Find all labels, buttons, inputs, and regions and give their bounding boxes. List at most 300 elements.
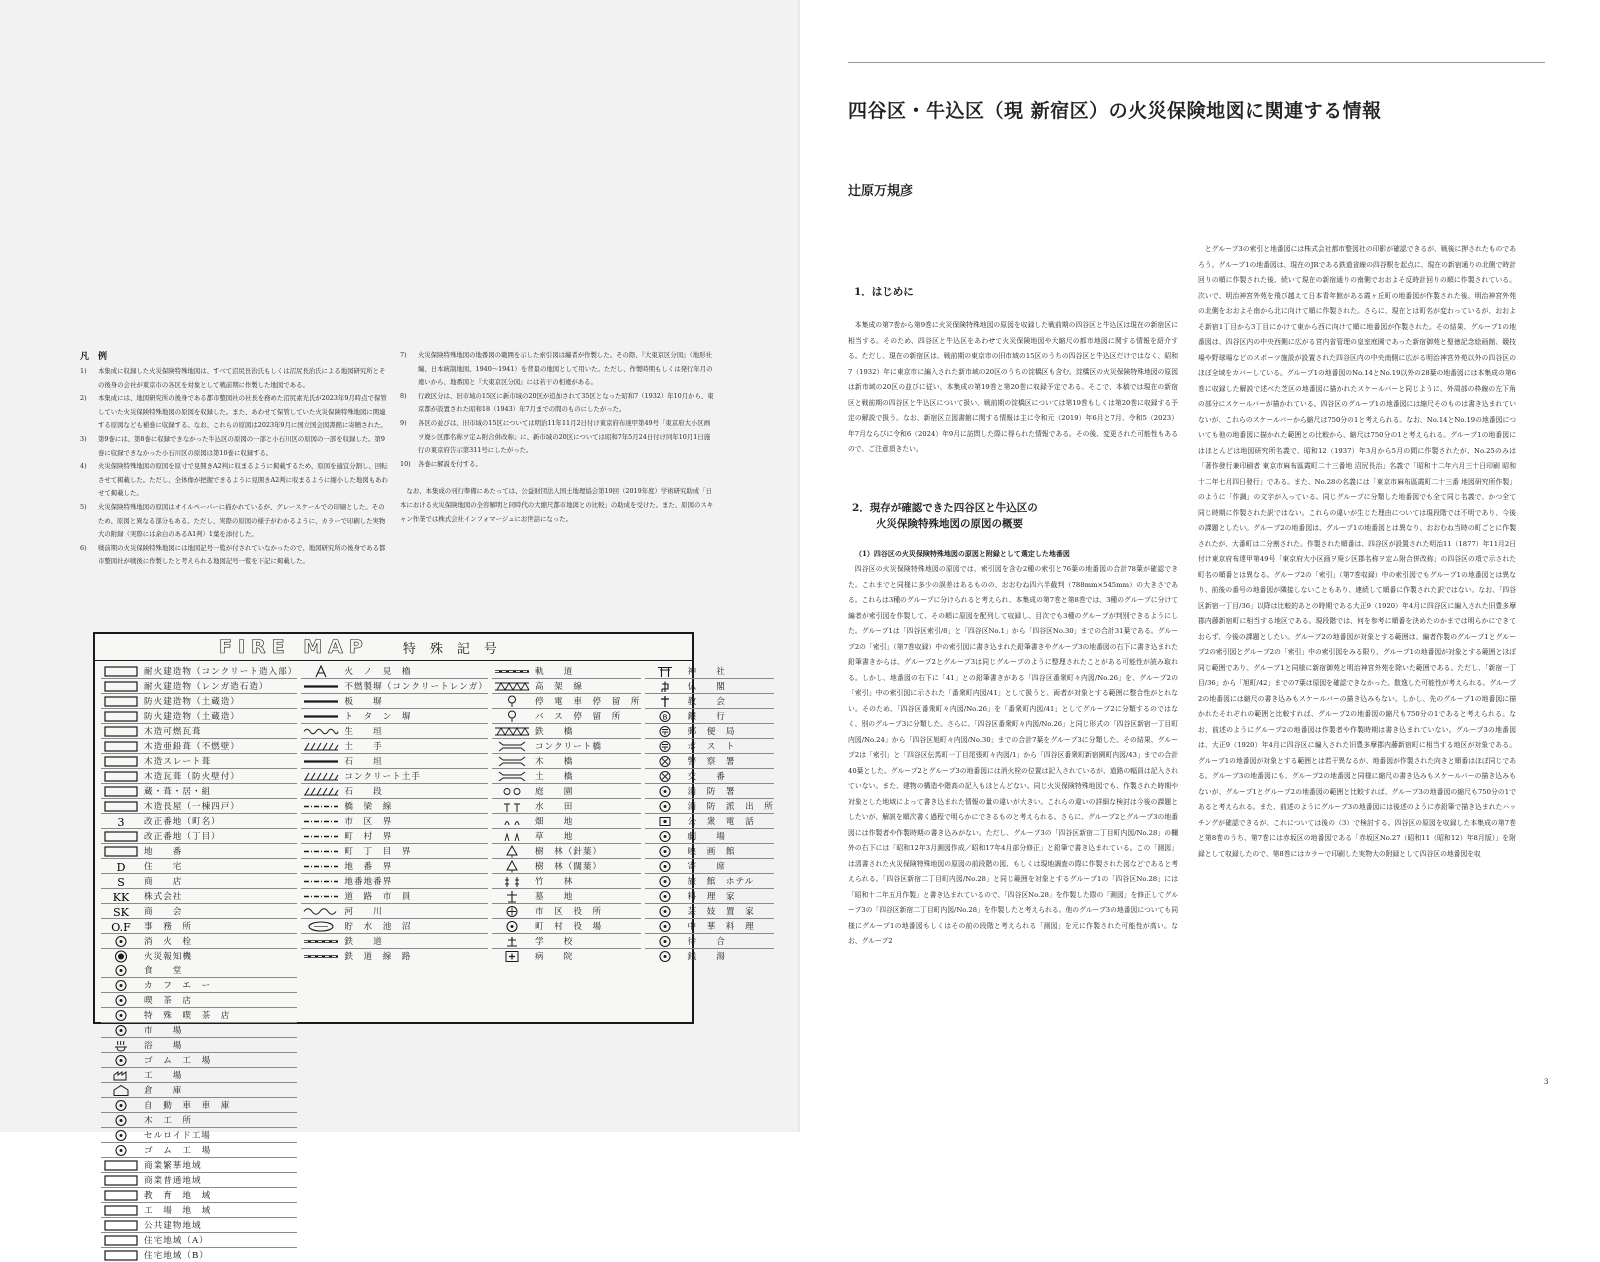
fire-map-symbol-label: 教 会 bbox=[687, 697, 726, 707]
circle-dot-icon bbox=[101, 1023, 141, 1037]
fire-map-symbol-label: コンクリート橋 bbox=[534, 742, 602, 752]
fire-map-symbol-label: 住 宅 bbox=[144, 862, 183, 872]
fire-map-symbol-row bbox=[101, 769, 297, 784]
box-icon bbox=[101, 739, 141, 753]
fire-map-symbol-row bbox=[645, 904, 774, 919]
box-icon bbox=[101, 829, 141, 843]
fire-map-symbol-row bbox=[101, 784, 297, 799]
left-page bbox=[0, 0, 800, 1261]
box-icon bbox=[101, 1173, 141, 1187]
fire-map-symbol-row bbox=[645, 919, 774, 934]
fire-map-symbol-row bbox=[101, 949, 297, 963]
fire-map-symbol-row bbox=[101, 829, 297, 844]
fire-map-symbol-row bbox=[301, 709, 488, 724]
fire-map-column bbox=[101, 963, 297, 1262]
note-number: 8) bbox=[400, 391, 407, 400]
fire-map-column bbox=[301, 664, 488, 963]
fire-map-symbol-label: 喫 茶 店 bbox=[144, 996, 192, 1006]
note-text: 本集成に収録した火災保険特殊地図は、すべて沼尻長治氏もしくは沼尻長治氏による地図研究所とその後身の会社が東京市の各区を対象として戦前期に作製した地図である。 bbox=[98, 367, 386, 389]
fire-map-symbol-label: 公共建物地域 bbox=[144, 1221, 202, 1231]
fire-map-symbol-label: 貯 水 池 沼 bbox=[344, 922, 412, 932]
fire-map-symbol-row bbox=[645, 949, 774, 963]
tree-icon bbox=[492, 844, 532, 858]
fire-map-symbol-row bbox=[101, 664, 297, 679]
cross-icon bbox=[645, 694, 685, 708]
fire-map-symbol-row bbox=[645, 754, 774, 769]
note-number: 1) bbox=[80, 367, 87, 375]
fire-map-symbol-label: 商業普通地域 bbox=[144, 1176, 202, 1186]
dash-line-icon bbox=[301, 889, 341, 903]
circle-dot-icon bbox=[645, 844, 685, 858]
fire-map-symbol-row bbox=[301, 949, 488, 963]
fire-map-symbol-row bbox=[645, 799, 774, 814]
fire-map-symbol-label: 鉄 橋 bbox=[534, 727, 574, 737]
fire-map-symbol-row bbox=[492, 844, 641, 859]
fire-map-symbol-label: 学 校 bbox=[534, 937, 574, 947]
fire-map-symbol-label: 教 育 地 域 bbox=[144, 1191, 212, 1201]
fire-map-symbol-label: 軌 道 bbox=[534, 667, 574, 677]
fire-map-symbol-label: 地番地番界 bbox=[344, 877, 393, 887]
fire-map-symbol-label: 板 塀 bbox=[344, 697, 383, 707]
fire-map-symbol-row bbox=[492, 889, 641, 904]
note-item bbox=[400, 349, 716, 390]
fire-map-symbol-label: 改正番地（町名） bbox=[144, 817, 221, 827]
fire-map-header bbox=[95, 634, 692, 661]
fire-map-symbol-label: 火 ノ 見 櫓 bbox=[344, 667, 412, 677]
note-text: 第9巻には、第8巻に収録できなかった牛込区の原図の一部と小石川区の原図の一部を収録した。第9巻に収録できなかった小石川区の原図は第10巻に収録する。 bbox=[98, 434, 385, 457]
fire-map-symbol-row bbox=[101, 1008, 297, 1023]
circle-dot-icon bbox=[101, 1143, 141, 1157]
fire-map-symbol-label: 町 村 界 bbox=[344, 832, 393, 842]
fire-map-symbol-row bbox=[301, 664, 488, 679]
fire-map-symbol-label: 地 番 界 bbox=[344, 862, 393, 872]
fire-map-symbol-label: 木 橋 bbox=[534, 757, 574, 767]
box-icon bbox=[101, 679, 141, 693]
fire-map-symbol-row bbox=[301, 739, 488, 754]
circle-dot-icon bbox=[645, 919, 685, 933]
fire-map-symbol-label: 公 衆 電 話 bbox=[687, 817, 755, 827]
letter-s-icon bbox=[101, 874, 141, 888]
fire-map-symbol-label: 火災報知機 bbox=[144, 952, 192, 962]
fire-map-symbol-label: 倉 庫 bbox=[144, 1086, 183, 1096]
fire-map-symbol-row bbox=[101, 993, 297, 1008]
bridge-icon bbox=[492, 754, 532, 768]
fire-map-symbol-row bbox=[645, 859, 774, 874]
fire-map-symbol-label: 株式会社 bbox=[144, 892, 183, 902]
box-icon bbox=[101, 754, 141, 768]
fire-map-symbol-label: 鉄 道 bbox=[344, 937, 383, 947]
post-icon bbox=[645, 724, 685, 738]
rail-line-icon bbox=[492, 664, 532, 678]
pond-icon bbox=[301, 919, 341, 933]
fire-map-symbol-label: カ フ エ ー bbox=[144, 981, 212, 991]
fire-map-symbol-row bbox=[301, 919, 488, 934]
police-icon bbox=[645, 769, 685, 783]
note-text: 各区の並びは、旧市域の15区については明治11年11月2日付け東京府布達甲第49号「東京府大小区画ヲ廃シ区郡名称ヲ定ム附合併改称」に、新市域の20区については昭和7年5月24日付け同年10月1日施行の東京府告示第311号にしたがった。 bbox=[418, 418, 711, 455]
fire-map-symbol-label: 草 地 bbox=[534, 832, 574, 842]
paddy-icon bbox=[492, 799, 532, 813]
fire-map-symbol-label: 墓 地 bbox=[534, 892, 574, 902]
fire-map-title: FIRE MAP bbox=[219, 636, 369, 658]
fire-map-symbol-row bbox=[492, 679, 641, 694]
note-item bbox=[80, 501, 388, 542]
factory-icon bbox=[101, 1068, 141, 1082]
fire-map-symbol-row bbox=[101, 694, 297, 709]
fire-map-symbol-row bbox=[101, 859, 297, 874]
fire-map-symbol-label: 木造可燃瓦葺 bbox=[144, 727, 202, 737]
fire-map-symbol-label: 食 堂 bbox=[144, 966, 183, 976]
fire-map-symbol-row bbox=[101, 1203, 297, 1218]
tree-icon bbox=[492, 859, 532, 873]
circle-dot-icon bbox=[645, 949, 685, 963]
fire-map-symbol-label: 防火建造物（土蔵造） bbox=[144, 697, 240, 707]
fire-map-symbol-row bbox=[101, 1068, 297, 1083]
fire-map-symbol-label: 土 手 bbox=[344, 742, 383, 752]
warehouse-icon bbox=[101, 1083, 141, 1097]
fire-map-symbol-label: ポ ス ト bbox=[687, 742, 736, 752]
fire-map-symbol-row bbox=[492, 769, 641, 784]
fire-map-symbol-row bbox=[492, 904, 641, 919]
box-icon bbox=[101, 1188, 141, 1202]
note-number: 3) bbox=[80, 434, 87, 443]
fire-map-symbol-label: 耐火建造物（コンクリート造入部） bbox=[144, 667, 298, 677]
note-number: 4) bbox=[80, 462, 87, 471]
fire-map-column bbox=[492, 664, 641, 963]
fire-map-symbol-label: ゴ ム 工 場 bbox=[144, 1056, 212, 1066]
fire-map-symbol-label: 事 務 所 bbox=[144, 922, 192, 932]
fire-map-symbol-label: 蔵・葺・居・組 bbox=[144, 787, 212, 797]
fire-map-symbol-row bbox=[645, 694, 774, 709]
fire-map-symbol-row bbox=[101, 874, 297, 889]
fire-map-symbol-label: 竹 林 bbox=[534, 877, 574, 887]
fire-map-symbol-label: 住宅地域（A） bbox=[144, 1236, 209, 1246]
fire-map-symbol-row bbox=[101, 1218, 297, 1233]
fire-map-symbol-row bbox=[645, 784, 774, 799]
fire-map-symbol-label: 橋 梁 線 bbox=[344, 802, 393, 812]
box-icon bbox=[101, 709, 141, 723]
fire-map-symbol-row bbox=[301, 784, 488, 799]
note-number: 9) bbox=[400, 418, 407, 427]
notes-column-1 bbox=[80, 365, 388, 569]
fire-map-symbol-row bbox=[101, 963, 297, 978]
fire-map-symbol-label: 住宅地域（B） bbox=[144, 1251, 209, 1261]
fire-map-symbol-label: 高 架 線 bbox=[534, 682, 583, 692]
circle-dot-icon bbox=[101, 1098, 141, 1112]
fire-map-symbol-row bbox=[301, 829, 488, 844]
fire-map-symbol-label: 消 防 署 bbox=[687, 787, 736, 797]
circle-dot-icon bbox=[645, 799, 685, 813]
fire-map-symbol-row bbox=[101, 709, 297, 724]
fire-map-symbol-row bbox=[492, 664, 641, 679]
fire-map-symbol-row bbox=[492, 829, 641, 844]
fire-map-symbol-row bbox=[645, 934, 774, 949]
circle-dot-icon bbox=[101, 978, 141, 992]
note-item bbox=[400, 390, 716, 417]
wall-line-icon bbox=[301, 709, 341, 723]
note-number: 5) bbox=[80, 502, 87, 511]
circle-dot-icon bbox=[492, 919, 532, 933]
note-text: 行政区分は、旧市域の15区に新市域の20区が追加されて35区となった昭和7（1932）年10月から、東京都が設置された昭和18（1943）年7月までの間のものにしたがった。 bbox=[418, 391, 714, 414]
fire-map-symbol-row bbox=[492, 724, 641, 739]
wall-line-icon bbox=[301, 754, 341, 768]
fire-map-symbol-row bbox=[301, 844, 488, 859]
fire-map-symbol-row bbox=[492, 799, 641, 814]
circle-dot-icon bbox=[645, 859, 685, 873]
fire-map-symbol-row bbox=[645, 679, 774, 694]
fire-map-symbol-row bbox=[301, 904, 488, 919]
bath-icon bbox=[101, 1038, 141, 1052]
fire-map-symbol-row bbox=[645, 709, 774, 724]
fire-map-symbol-label: 水 田 bbox=[534, 802, 574, 812]
fire-map-symbol-label: 旅 館 ホテル bbox=[687, 877, 755, 887]
bank-icon bbox=[645, 709, 685, 723]
fire-map-symbol-label: 待 合 bbox=[687, 937, 726, 947]
fire-map-symbol-label: 停 電 車 停 留 所 bbox=[534, 697, 641, 707]
fire-map-symbol-label: 郵 便 局 bbox=[687, 727, 736, 737]
fire-map-symbol-row bbox=[301, 859, 488, 874]
school-icon bbox=[492, 934, 532, 948]
fire-map-symbol-label: 仏 閣 bbox=[687, 682, 726, 692]
circle-dot-icon bbox=[101, 963, 141, 977]
note-text: 火災保険特殊地図の原図を原寸で見開きA2判に収まるように掲載するため、原図を適宜分割し、回転させて掲載した。ただし、全体像が把握できるように見開きA2判に収まるように縮小した地図もあわせて掲載した。 bbox=[98, 462, 388, 498]
dash-line-icon bbox=[301, 844, 341, 858]
fire-map-symbol-row bbox=[645, 724, 774, 739]
fire-map-symbol-label: 不燃製塀（コンクリートレンガ） bbox=[344, 682, 488, 692]
fire-map-symbol-row bbox=[301, 769, 488, 784]
section-1-text: 本集成の第7巻から第9巻に火災保険特殊地図の原図を収録した戦前期の四谷区と牛込区は現在の新宿区に相当する。そのため、四谷区と牛込区をあわせて火災保険地図や大縮尺の都市地図に関する情報を紹介する。ただし、現在の新宿区は、戦前期の東京市の旧市域の15区のうちの四谷区と牛込区だけではなく、昭和7（1932）年に東京市に編入された新市域の20区のうちの淀橋区も含む。淀橋区の火災保険特殊地図の原図は新市域の20区の並びに従い、本集成の第19巻と第20巻に収録予定である。そこで、本稿では現在の新宿区と戦前期の四谷区と牛込区について扱い、戦前期の淀橋区については第19巻もしくは第20巻に収録する予定の解説で扱う。なお、新宿区立図書館に関する情報は主に令和元（2019）年6月と7月、令和5（2023）年7月ならびに令和6（2024）年9月に訪問した際に得られた情報である。その後、変更された可能性もあるので、ご注意頂きたい。 bbox=[848, 321, 1178, 453]
circle-dot-icon bbox=[101, 1008, 141, 1022]
fire-map-symbol-row bbox=[101, 724, 297, 739]
hospital-icon bbox=[492, 949, 532, 963]
dash-line-icon bbox=[301, 799, 341, 813]
fire-map-symbol-row bbox=[645, 829, 774, 844]
fire-map-symbol-row bbox=[101, 844, 297, 859]
fire-map-symbol-row bbox=[492, 739, 641, 754]
box-icon bbox=[101, 784, 141, 798]
fire-map-symbol-label: 防火建造物（土蔵造） bbox=[144, 712, 240, 722]
fire-map-symbol-row bbox=[492, 694, 641, 709]
stop-icon bbox=[492, 709, 532, 723]
section-2-heading-line-1: 2．現存が確認できた四谷区と牛込区の bbox=[852, 502, 1038, 514]
wave-line-icon bbox=[301, 904, 341, 918]
bridge-icon bbox=[492, 769, 532, 783]
note-text: 戦前期の火災保険特殊地図には地図記号一覧が付されていなかったので、地図研究所の後身である都市整図社が戦後に作製したと考えられる地図記号一覧を下記に掲載した。 bbox=[98, 543, 386, 566]
box-icon bbox=[101, 844, 141, 858]
fire-map-symbol-label: バ ス 停 留 所 bbox=[534, 712, 622, 722]
note-number: 10) bbox=[400, 459, 411, 468]
fire-map-symbol-label: 商 会 bbox=[144, 907, 183, 917]
letter-d-icon bbox=[101, 859, 141, 873]
note-text: 本集成には、地図研究所の後身である都市整図社の社長を務めた沼尻素光氏が2023年9月時点で保管していた火災保険特殊地図の原図を収録した。また、あわせて保管していた火災保険特殊地図に関連する原図なども補巻に収録する。なお、これらの原図は2023年9月に国立国会図書館に寄贈された。 bbox=[98, 394, 387, 430]
fire-map-symbol-row bbox=[492, 709, 641, 724]
fire-map-symbol-row bbox=[101, 1098, 297, 1113]
dash-line-icon bbox=[301, 829, 341, 843]
right-column-text: とグループ3の索引と地番図には株式会社都市整図社の印影が確認できるが、戦後に押されたものであろう。グループ1の地番図は、現在のJRである鉄道省線の四谷駅を起点に、現在の新宿通りの北側で時計回りの順に作製された後、続いて現在の新宿通りの南側でおおよそ反時計回りの順に作製されている。次いで、明治神宮外苑を飛び越えて日本青年館がある霞ヶ丘町の地番図が作製された後、明治神宮外苑の北側をおおよそ南から北に向けて順に作製された。さらに、現在とは町名が変わっているが、おおよそ新宿1丁目から3丁目にかけて東から西に向けて順に地番図が作製された。その結果、グループ1の地番図は、四谷区内の中央西側に広がる宮内省管理の皇室庭園であった新宿御苑と聖徳記念絵画館、競技場や野球場などのスポーツ施設が設置された四谷区内の中央南側に広がる明治神宮外苑以外の四谷区のほぼ全域をカバーしている。グループ1の地番図のNo.14とNo.19以外の28葉の地番図には本集成の第6巻に収録した解説で述べた芝区の地番図に描かれたスケールバーと同じように、外周部の枠線の左下角の部分にスケールバーが描かれている。四谷区のグループ1の地番図には縮尺そのものは書き込まれていないが、これらのスケールバーから縮尺は750分の1と考えられる。なお、No.14とNo.19の地番図についても他の地番図に描かれた範囲との比較から、縮尺は750分の1と考えられる。グループ1の地番図にはほとんどは地図研究所名義で、昭和12（1937）年3月から5月の間に作製されたが、No.25のみは「著作發行兼印刷者 東京市麻布區霞町二十三番地 沼尻長治」名義で「昭和十二年六月三十日印刷 昭和十二年七月四日發行」である。また、No.28の名義には「東京市麻布區霞町二十三番 地図研究所作製」のように「作調」の文字が入っている。同じグループに分類した地番図でも全て同じ名義で、かつ全て同じ時期に作製された訳ではない。これらの違いが生じた理由については現段階では不明であり、今後の課題としたい。グループ2の地番図は、グループ1の地番図とは異なり、おおむね当時の町ごとに作製されたが、大番町は二分割された。作製された順番は、四谷区が設置された明治11（1877）年11月2日付け東京府布達甲第49号「東京府大小区画ヲ廃シ区郡名称ヲ定ム附合併改称」の四谷区の項で示された町名の順番とは異なる。グループ2の「索引」（第7巻収録）中の索引図でもグループ1の地番図とは異なり、前後の番号の地番図が隣接しないこともあり、連続して順番に作製された訳ではない。なお、「四谷区新宿一丁目/36」以降は比較的あとの時期である大正9（1920）年4月に四谷区に編入された旧豊多摩郡内藤新宿町に相当する地区である。現段階では、何を参考に順番を決めたのかまでは明らかにできておらず、今後の課題としたい。グループ2の地番図が対象とする範囲は、編者作製のグループ1とグループ2の索引図とグループ2の「索引」中の索引図をみる限り、グループ1の地番図が対象とする範囲とほぼ同じ範囲であり、グループ1と同様に新宿御苑と明治神宮外苑を除いた範囲である。ただし、「新宿一丁目/36」から「旭町/42」までの7葉は原図を確認できなかった。散逸した可能性が考えられる。グループ2の地番図には縮尺の書き込みもスケールバーの描き込みもない。しかし、先のグループ1の地番図に描かれたそれぞれの範囲と比較すれば、グループ2の地番図の縮尺も750分の1であると考えられる。なお、前述のようにグループ2の地番図は作製者や作製時期は書き込まれていない。グループ3の地番図は、大正9（1920）年4月に四谷区に編入された旧豊多摩郡内藤新宿町に相当する地区が対象である。グループ1の地番図が対象とする範囲とは若干異なるが、地番図が作製された向きと順番はほぼ同じである。グループ3の地番図にも、グループ2の地番図と同様に縮尺の書き込みもスケールバーの描き込みもないが、グループ1とグループ2の地番図の範囲と比較すれば、グループ3の地番図の縮尺も750分の1であると考えられる。また、前述のようにグループ3の地番図には後述のように赤鉛筆で描き込まれたハッチングが確認できるが、これについては後の（3）で検討する。四谷区の原図を収録した本集成の第7巻と第8巻のうち、第7巻には赤坂区の地番図である「赤坂区No.27（昭和11（昭和12）年8月版）」を附録として収録したので、第8巻にはカラーで印刷した実物大の附録として四谷区の地番図を収 bbox=[1198, 245, 1516, 858]
fire-map-symbol-row bbox=[492, 784, 641, 799]
box-icon bbox=[101, 694, 141, 708]
fire-map-symbol-row bbox=[301, 889, 488, 904]
phone-icon bbox=[645, 814, 685, 828]
fire-map-symbol-row bbox=[101, 1083, 297, 1098]
fire-map-symbol-grid bbox=[101, 664, 774, 1261]
fire-map-symbol-label: 工 場 bbox=[144, 1071, 183, 1081]
grass-icon bbox=[492, 829, 532, 843]
truss-icon bbox=[492, 679, 532, 693]
box-icon bbox=[101, 1218, 141, 1232]
fire-map-subtitle: 特殊記号 bbox=[402, 641, 511, 657]
note-number: 6) bbox=[80, 543, 87, 552]
note-item bbox=[80, 433, 388, 460]
fire-map-symbol-row bbox=[301, 679, 488, 694]
fire-map-symbol-label: 寄 席 bbox=[687, 862, 726, 872]
box-icon bbox=[101, 769, 141, 783]
fire-map-symbol-row bbox=[492, 949, 641, 963]
circle-dot-icon bbox=[101, 1113, 141, 1127]
fire-map-column bbox=[645, 664, 774, 963]
fire-map-symbol-label: 自 動 車 車 庫 bbox=[144, 1101, 231, 1111]
fire-map-symbol-label: ゴ ム 工 場 bbox=[144, 1146, 212, 1156]
fire-map-symbol-row bbox=[301, 814, 488, 829]
circle-dot-icon bbox=[645, 889, 685, 903]
fire-map-symbol-label: 改正番地（丁目） bbox=[144, 832, 221, 842]
fire-map-symbol-label: 樹 林（闊葉） bbox=[534, 862, 603, 872]
section-2-text: 四谷区の火災保険特殊地図の原図では、索引図を含む2種の索引と76葉の地番図の合計78葉が確認できた。これまでと同様に多少の誤差はあるものの、おおむね四六半截判（788mm×545mm）の大きさである。これらは3種のグループに分けられると考えられ、本集成の第7巻と第8巻では、3種のグループに分けて編者が索引図を作製して、その順に原図を配列して収録し、目次でも3種のグループが判別できるようにした。グループ1は「四谷区索引/8」と「四谷区No.1」から「四谷区No.30」までの合計31葉である。グループ2の「索引」（第7巻収録）中の索引図に書き込まれた鉛筆書きやグループ3の地番図の右下に書き込まれた鉛筆書きからは、グループ2とグループ3は同じグループのように整理されたことがある可能性が読み取れる。しかし、地番図の右下に「41」との鉛筆書きがある「四谷区番衆町々内図/No.26」を、グループ2の「索引」中の索引図に示された「番衆町内図/41」として扱うと、両者が対象とする範囲に整合性がとれない。そのため、「四谷区番衆町々内図/No.26」を「番衆町内図/41」としてグループ2に分類するのではなく、別のグループ3に分類した。さらに、「四谷区番衆町々内図/No.26」と同じ形式の「四谷区新宿一丁目町内図/No.24」から「四谷区旭町々内図/No.30」までの合計7葉をグループ3に分類した。その結果、グループ2は「索引」と「四谷区伝馬町一丁目尾張町々内図/1」から「四谷区番衆町新宿園町内図/43」までの合計40葉とした。グループ2とグループ3の地番図には消火栓の位置は記入されているが、道路の幅員は記入されていない。また、建物の構造や階高の記入もほとんどない。同じ火災保険特殊地図でも、作製された時期や対象とした地域によって書き込まれた情報の量の違いが大きい。これらの違いの詳細な検討は今後の課題としたいが、解説を順次書く過程で明らかにできるものと考えられる。さらに、グループ2とグループ3の地番図には作製者や作製時期の書き込みがない。ただし、グループ3の「四谷区新宿二丁目町内図/No.28」の欄外の右下には「昭和12年3月測図作成／昭和17年4月部分修正」と鉛筆で書き込まれている。この「測図」は清書された火災保険特殊地図の原図の前段階の図、もしくは現地調査の際に作製された図などであると考えられる。「四谷区新宿二丁目町内図/No.28」と同じ範囲を対象とするグループ1の「四谷区No.28」には「昭和十二年五月作製」と書き込まれているので、「四谷区No.28」を作製した際の「測図」を修正してグループ3の「四谷区新宿二丁目町内図/No.28」を作製したと考えられる。他のグループ3の地番図についても同様にグループ1の地番図もしくはその前の段階と考えられる「測図」を元に作製された可能性が高い。なお、グループ2 bbox=[848, 565, 1178, 945]
fire-map-symbol-row bbox=[645, 874, 774, 889]
fire-map-symbol-label: 商 店 bbox=[144, 877, 183, 887]
notes-column-2 bbox=[400, 349, 716, 526]
box-icon bbox=[101, 1233, 141, 1247]
note-item bbox=[400, 417, 716, 458]
box-icon bbox=[101, 1248, 141, 1262]
circle-dot-icon bbox=[645, 829, 685, 843]
svg-text:D: D bbox=[116, 860, 126, 873]
section-2-heading-line-2: 火災保険特殊地図の原図の概要 bbox=[876, 518, 1023, 530]
acknowledgment-paragraph: なお、本集成の刊行準備にあたっては、公益財団法人国土地理協会第19回（2019年度）学術研究助成「日本における火災保険地図の全容解明と同時代の大縮尺都市地図との比較」の助成を受けた。また、原図のスキャン作業では株式会社インフォマージュにお世話になった。 bbox=[400, 487, 714, 523]
note-item bbox=[400, 458, 716, 472]
subsection-heading: （1）四谷区の火災保険特殊地図の原図と附録として選定した地番図 bbox=[855, 549, 1070, 558]
fire-map-symbol-label: 中 華 料 理 bbox=[687, 922, 755, 932]
fire-map-symbol-row bbox=[492, 934, 641, 949]
fire-map-symbol-row bbox=[101, 814, 297, 829]
fire-map-symbol-label: 病 院 bbox=[534, 952, 574, 962]
circle-dot-icon bbox=[645, 904, 685, 918]
fire-map-symbol-row bbox=[101, 1173, 297, 1188]
fire-map-symbol-label: 商業繁華地域 bbox=[144, 1161, 202, 1171]
fire-map-symbol-row bbox=[101, 934, 297, 949]
box-icon bbox=[101, 799, 141, 813]
numeral-3-icon bbox=[101, 814, 141, 828]
fire-map-symbol-label: 芸 妓 置 家 bbox=[687, 907, 755, 917]
fire-map-symbol-row bbox=[101, 1113, 297, 1128]
post-icon bbox=[645, 739, 685, 753]
svg-text:O.F: O.F bbox=[111, 920, 131, 933]
fire-map-symbol-label: 市 区 役 所 bbox=[534, 907, 603, 917]
fire-map-symbol-label: 市 区 界 bbox=[344, 817, 393, 827]
fire-map-symbol-label: 劇 場 bbox=[687, 832, 726, 842]
fire-map-symbol-label: 樹 林（針葉） bbox=[534, 847, 603, 857]
svg-text:SK: SK bbox=[113, 905, 129, 918]
page-number: 3 bbox=[1544, 1078, 1549, 1086]
circle-dot-icon bbox=[645, 874, 685, 888]
note-text: 火災保険特殊地図の地番図の範囲を示した索引図は編者が作製した。その際、『大東京区分図』（地形社編、日本統制地図、1940～1941）を背景の地図として用いた。ただし、作製時期もしくは発行年月の違いから、地番図と『大東京区分図』には若干の相違がある。 bbox=[418, 351, 713, 387]
fire-map-symbol-row bbox=[492, 919, 641, 934]
box-icon bbox=[101, 724, 141, 738]
circle-dot-icon bbox=[645, 784, 685, 798]
note-item bbox=[80, 392, 388, 433]
office-icon bbox=[492, 904, 532, 918]
fire-map-symbol-label: 工 場 地 域 bbox=[144, 1206, 212, 1216]
article-title: 四谷区・牛込区（現 新宿区）の火災保険地図に関連する情報 bbox=[848, 100, 1382, 122]
fire-map-symbol-label: 生 垣 bbox=[344, 727, 383, 737]
fire-map-symbol-label: 庭 園 bbox=[534, 787, 574, 797]
letters-of-icon bbox=[101, 919, 141, 933]
shrine-icon bbox=[645, 664, 685, 678]
rail-line-icon bbox=[301, 934, 341, 948]
fire-map-symbol-row bbox=[492, 814, 641, 829]
fire-map-symbol-row bbox=[645, 739, 774, 754]
fire-map-legend bbox=[93, 632, 774, 1261]
fire-map-symbol-row bbox=[301, 694, 488, 709]
fire-map-symbol-label: 鉄 道 線 路 bbox=[344, 952, 412, 962]
fire-map-symbol-row bbox=[492, 754, 641, 769]
dash-line-icon bbox=[301, 874, 341, 888]
fire-map-symbol-row bbox=[645, 889, 774, 904]
fire-map-symbol-label: ト タ ン 塀 bbox=[344, 712, 412, 722]
fire-map-symbol-row bbox=[301, 934, 488, 949]
svg-text:B: B bbox=[662, 713, 667, 721]
fire-map-symbol-label: 木造長屋（一棟四戸） bbox=[144, 802, 240, 812]
fire-map-symbol-label: 浴 場 bbox=[144, 1041, 183, 1051]
fire-map-symbol-label: 石 段 bbox=[344, 787, 383, 797]
fire-map-symbol-label: 木造瓦葺（防火壁付） bbox=[144, 772, 240, 782]
fire-map-symbol-row bbox=[301, 754, 488, 769]
circle-dot-icon bbox=[645, 934, 685, 948]
box-icon bbox=[101, 1203, 141, 1217]
fire-map-symbol-row bbox=[101, 1038, 297, 1053]
fire-map-symbol-label: 市 場 bbox=[144, 1026, 183, 1036]
hatch-icon bbox=[301, 784, 341, 798]
police-icon bbox=[645, 754, 685, 768]
article-author: 辻原万規彦 bbox=[848, 184, 914, 199]
fire-map-symbol-row bbox=[101, 1158, 297, 1173]
svg-text:KK: KK bbox=[112, 890, 130, 903]
fire-map-symbol-label: 銀 行 bbox=[687, 712, 726, 722]
note-text: 火災保険特殊地図の原図はオイルペーパーに描かれているが、グレースケールでの印刷とした。そのため、原図と異なる部分もある。ただし、実際の原図の様子がわかるように、カラーで印刷した実物大の附録（実際には余白のあるA1判）1葉を添付した。 bbox=[98, 502, 386, 539]
fire-map-symbol-row bbox=[101, 919, 297, 934]
fire-map-symbol-row bbox=[492, 859, 641, 874]
note-text: 各巻に解説を付する。 bbox=[418, 459, 482, 468]
fire-map-symbol-label: 石 垣 bbox=[344, 757, 383, 767]
fire-map-symbol-row bbox=[101, 1248, 297, 1262]
truss-icon bbox=[492, 724, 532, 738]
fire-map-symbol-label: 映 画 館 bbox=[687, 847, 736, 857]
hatch-icon bbox=[301, 739, 341, 753]
fire-map-symbol-label: 土 橋 bbox=[534, 772, 574, 782]
fire-map-symbol-row bbox=[101, 1023, 297, 1038]
fire-map-symbol-label: 銭 湯 bbox=[687, 952, 726, 962]
fire-map-symbol-row bbox=[101, 889, 297, 904]
dash-line-icon bbox=[301, 814, 341, 828]
section-1-heading: 1．はじめに bbox=[854, 286, 914, 298]
fire-map-symbol-label: 道 路 市 員 bbox=[344, 892, 412, 902]
cemetery-icon bbox=[492, 889, 532, 903]
double-circle-icon bbox=[101, 949, 141, 963]
note-number: 2) bbox=[80, 394, 87, 403]
fire-map-symbol-row bbox=[101, 754, 297, 769]
circle-dot-icon bbox=[101, 1053, 141, 1067]
fire-map-symbol-row bbox=[101, 799, 297, 814]
fire-map-column bbox=[101, 664, 297, 963]
